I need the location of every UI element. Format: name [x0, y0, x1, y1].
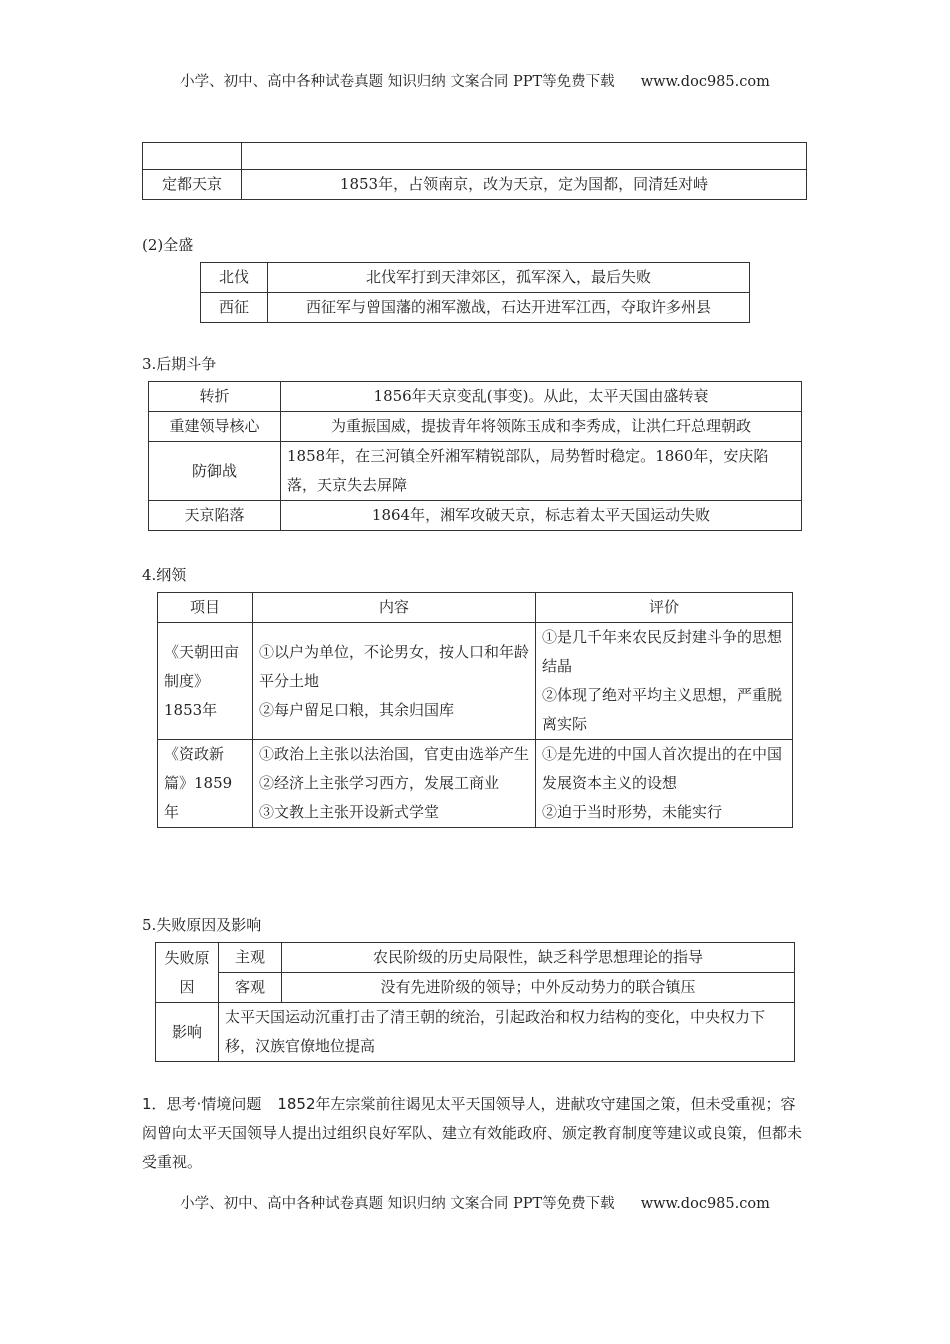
empty-cell	[143, 143, 242, 170]
evaluation-point: ①是几千年来农民反封建斗争的思想结晶	[542, 628, 783, 675]
table-peak	[200, 262, 750, 323]
header-text: 小学、初中、高中各种试卷真题 知识归纳 文案合同 PPT等免费下载	[180, 74, 615, 90]
page-header	[0, 70, 950, 91]
question-number: 1．	[142, 1095, 167, 1113]
question-text: 1852年左宗棠前往谒见太平天国领导人，进献攻守建国之策，但未受重视；容闳曾向太平天国领导人提出过组织良好军队、建立有效能政府、颁定教育制度等建议或良策，但都未受重视。	[142, 1095, 803, 1171]
question-tag: 思考·情境问题	[166, 1095, 262, 1113]
table-programs	[157, 592, 793, 828]
evaluation-point: ①是先进的中国人首次提出的在中国发展资本主义的设想	[542, 745, 783, 792]
impact-content: 太平天国运动沉重打击了清王朝的统治，引起政治和权力结构的变化，中央权力下移，汉族官僚地位提高	[219, 1003, 795, 1062]
column-header: 项目	[158, 593, 253, 623]
content-point: ①政治上主张以法治国，官吏由选举产生	[259, 745, 530, 763]
content-point: ③文教上主张开设新式学堂	[259, 803, 440, 821]
page-footer	[0, 1192, 950, 1213]
table-cell-label: 北伐	[201, 263, 268, 293]
table-cell-label: 西征	[201, 293, 268, 323]
table-cell-label: 重建领导核心	[149, 412, 281, 442]
section-heading: 4.纲领	[142, 566, 187, 584]
table-cell-content: 为重振国威，提拔青年将领陈玉成和李秀成，让洪仁玕总理朝政	[281, 412, 802, 442]
question-paragraph	[142, 1090, 810, 1177]
header-url[interactable]: www.doc985.com	[640, 74, 770, 90]
column-header: 内容	[253, 593, 536, 623]
empty-cell	[242, 143, 807, 170]
program-content	[253, 740, 536, 828]
table-row	[158, 623, 793, 740]
table-capital	[142, 142, 807, 200]
table-cell-label: 天京陷落	[149, 501, 281, 531]
section-heading: 3.后期斗争	[142, 355, 217, 373]
evaluation-point: ②体现了绝对平均主义思想，严重脱离实际	[542, 686, 783, 733]
content-point: ②经济上主张学习西方，发展工商业	[259, 774, 500, 792]
program-content	[253, 623, 536, 740]
objective-label: 客观	[219, 973, 282, 1003]
footer-text: 小学、初中、高中各种试卷真题 知识归纳 文案合同 PPT等免费下载	[180, 1196, 615, 1212]
table-cell-content: 西征军与曾国藩的湘军激战，石达开进军江西，夺取许多州县	[268, 293, 750, 323]
cause-label: 失败原因	[156, 943, 219, 1003]
program-name: 《资政新篇》1859年	[158, 740, 253, 828]
content-point: ①以户为单位，不论男女，按人口和年龄平分土地	[259, 642, 530, 690]
program-evaluation	[536, 623, 793, 740]
table-late-struggle	[148, 381, 802, 531]
objective-content: 没有先进阶级的领导；中外反动势力的联合镇压	[282, 973, 795, 1003]
table-row	[158, 740, 793, 828]
subjective-content: 农民阶级的历史局限性，缺乏科学思想理论的指导	[282, 943, 795, 973]
table-failure	[155, 942, 795, 1062]
table-cell-content: 北伐军打到天津郊区，孤军深入，最后失败	[268, 263, 750, 293]
program-evaluation	[536, 740, 793, 828]
table-cell-content: 1864年，湘军攻破天京，标志着太平天国运动失败	[281, 501, 802, 531]
table-cell-content: 1858年，在三河镇全歼湘军精锐部队，局势暂时稳定。1860年，安庆陷落，天京失去屏障	[281, 442, 802, 501]
section-heading: 5.失败原因及影响	[142, 916, 262, 934]
footer-url[interactable]: www.doc985.com	[640, 1196, 770, 1212]
evaluation-point: ②迫于当时形势，未能实行	[542, 803, 723, 821]
table-cell-label: 防御战	[149, 442, 281, 501]
column-header: 评价	[536, 593, 793, 623]
content-point: ②每户留足口粮，其余归国库	[259, 700, 455, 719]
table-cell-label: 定都天京	[143, 170, 242, 200]
table-cell-content: 1856年天京变乱(事变)。从此，太平天国由盛转衰	[281, 382, 802, 412]
table-cell-label: 转折	[149, 382, 281, 412]
program-name: 《天朝田亩制度》1853年	[158, 623, 253, 740]
subjective-label: 主观	[219, 943, 282, 973]
table-cell-content: 1853年，占领南京，改为天京，定为国都，同清廷对峙	[242, 170, 807, 200]
section-heading: (2)全盛	[142, 236, 194, 254]
impact-label: 影响	[156, 1003, 219, 1062]
